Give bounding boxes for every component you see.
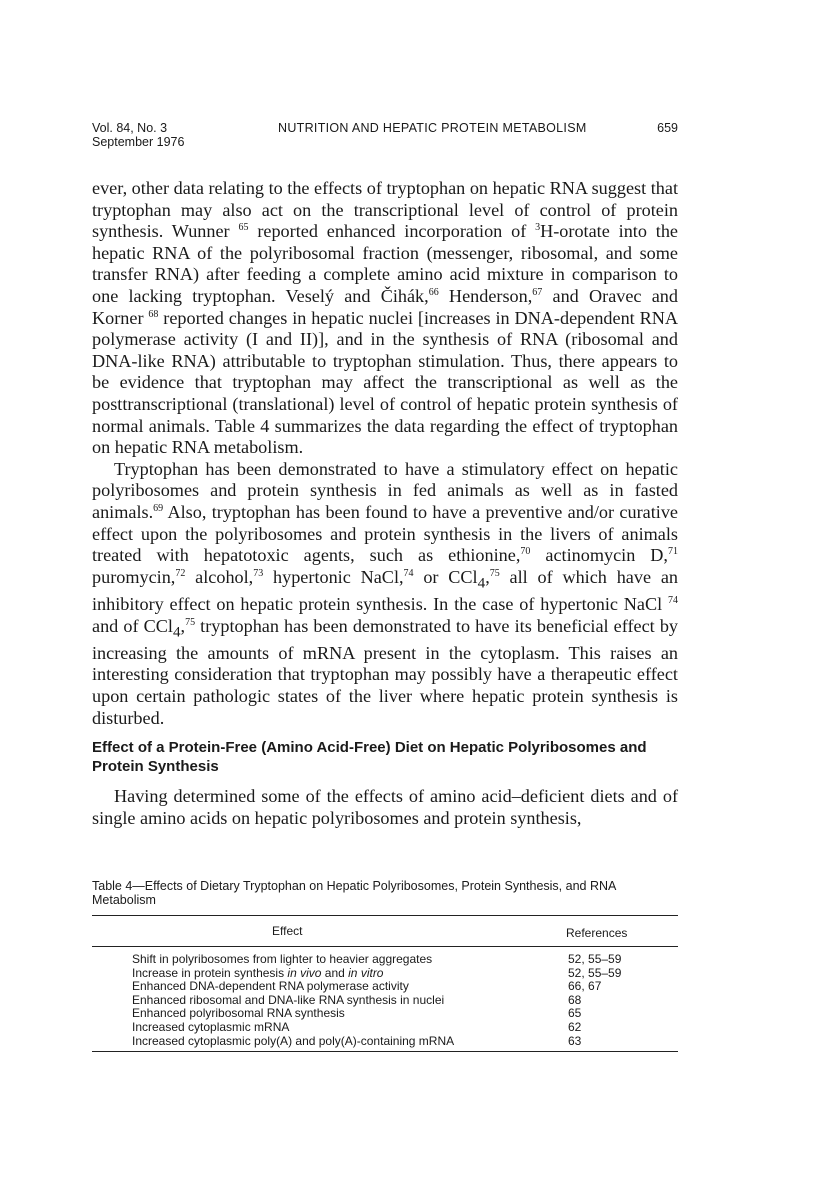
column-header-references: References bbox=[566, 926, 628, 940]
running-title: NUTRITION AND HEPATIC PROTEIN METABOLISM bbox=[278, 121, 587, 135]
paragraph-1: ever, other data relating to the effects of tryptophan on hepatic RNA suggest that tryptophan may also act on the transcriptional level of control of protein synthesis. Wunner $^{65}$ reported enhanced incorporation of $^3$H-orotate into the hepatic RNA of the polyribosomal fraction (messenger, ribosomal, and some transfer RNA) after feeding a complete amino acid mixture in comparison to one lacking tryptophan. Veselý and Čihák,$^{66}$ Henderson,$^{67}$ and Oravec and Korner $^{68}$ reported changes in hepatic nuclei [increases in DNA-dependent RNA polymerase activity (I and II)], and in the synthesis of RNA (ribosomal and DNA-like RNA) attributable to tryptophan stimulation. Thus, there appears to be evidence that tryptophan may affect the transcriptional as well as the posttranscriptional (translational) level of control of hepatic protein synthesis of normal animals. Table 4 summarizes the data regarding the effect of tryptophan on hepatic RNA metabolism. bbox=[92, 178, 679, 458]
issue-date: September 1976 bbox=[92, 135, 185, 149]
page-number: 659 bbox=[657, 121, 678, 135]
table-bottom-rule bbox=[92, 1051, 678, 1052]
table-header bbox=[92, 916, 678, 946]
volume-label: Vol. 84, No. 3 bbox=[92, 121, 168, 135]
paragraph-2: Tryptophan has been demonstrated to have a stimulatory effect on hepatic polyribosomes and protein synthesis in fed animals as well as in fasted animals.$^{69}$ Also, tryptophan has been found to have a preventive and/or curative effect upon the polyribosomes and protein synthesis in the livers of animals treated with hepatotoxic agents, such as ethionine,$^{70}$ actinomycin D,$^{71}$ puromycin,$^{72}$ alcohol,$^{73}$ hypertonic NaCl,$^{74}$ or CCl$_4$,$^{75}$ all of which have an inhibitory effect on hepatic protein synthesis. In the case of hypertonic NaCl $^{74}$ and of CCl$_4$,$^{75}$ tryptophan has been demonstrated to have its beneficial effect by increasing the amounts of mRNA present in the cytoplasm. This raises an interesting consideration that tryptophan may possibly have a therapeutic effect upon certain pathologic states of the liver where hepatic protein synthesis is disturbed. bbox=[92, 458, 679, 728]
table-row: Shift in polyribosomes from lighter to heavier aggregates 52, 55–59 bbox=[132, 952, 622, 966]
column-header-effect: Effect bbox=[272, 924, 303, 938]
table-row: Enhanced polyribosomal RNA synthesis 65 bbox=[132, 1006, 582, 1021]
table-row: Increased cytoplasmic mRNA 62 bbox=[132, 1019, 582, 1034]
table-row: Enhanced ribosomal and DNA-like RNA synthesis in nuclei 68 bbox=[132, 992, 582, 1007]
journal-issue bbox=[92, 121, 184, 149]
table-row: Enhanced DNA-dependent RNA polymerase activity 66, 67 bbox=[132, 979, 602, 994]
article-body bbox=[92, 178, 678, 829]
table-4 bbox=[92, 915, 678, 1052]
paragraph-3: Having determined some of the effects of amino acid–deficient diets and of single amino acids on hepatic polyribosomes and protein synthesis, bbox=[92, 786, 678, 828]
section-heading: Effect of a Protein-Free (Amino Acid-Free) Diet on Hepatic Polyribosomes and Protein Synthesis bbox=[92, 739, 647, 776]
table-caption: Table 4—Effects of Dietary Tryptophan on Hepatic Polyribosomes, Protein Synthesis, and RNA Metabolism bbox=[92, 879, 616, 907]
table-row: Increased cytoplasmic poly(A) and poly(A)-containing mRNA 63 bbox=[132, 1033, 582, 1048]
table-row: Increase in protein synthesis in vivo and in vitro 52, 55–59 bbox=[132, 965, 622, 980]
table-body bbox=[92, 947, 678, 1051]
